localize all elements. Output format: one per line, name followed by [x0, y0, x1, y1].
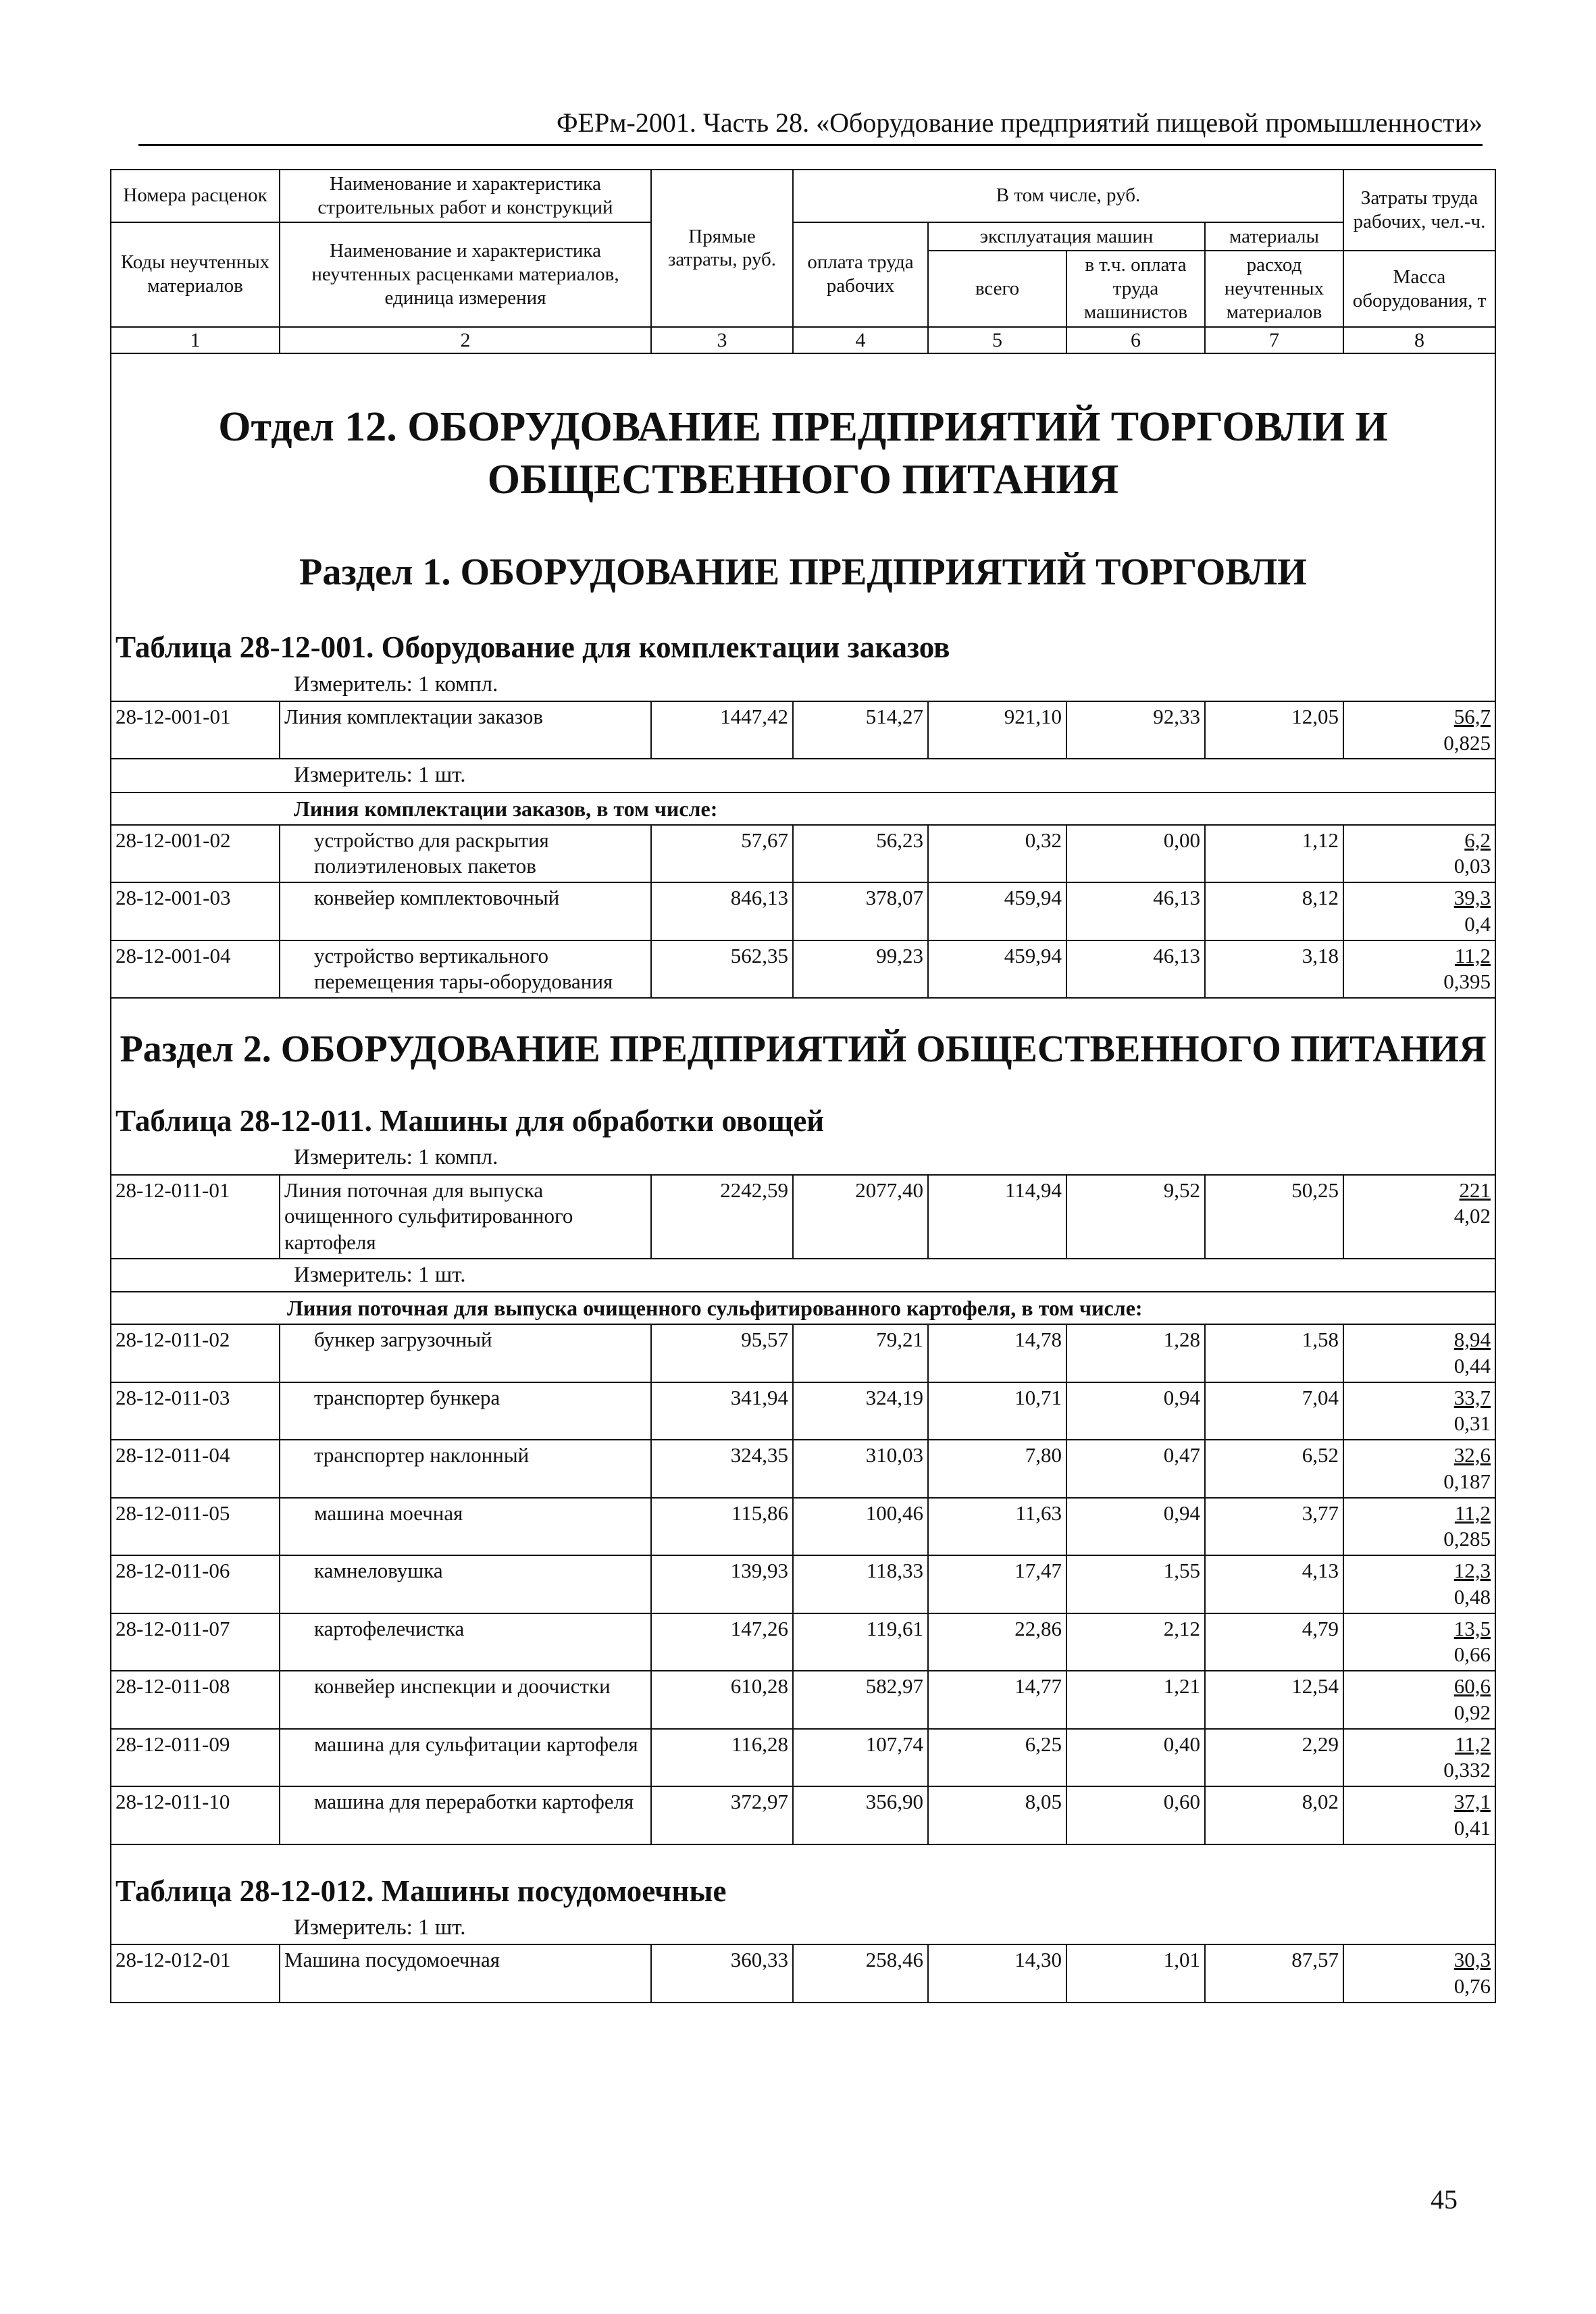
- work-name: конвейер комплектовочный: [280, 882, 651, 940]
- labor-and-mass: [1343, 1555, 1495, 1613]
- labor-and-mass: [1343, 1729, 1495, 1787]
- machines-total: 0,32: [928, 825, 1066, 883]
- razdel2-title: Раздел 2. ОБОРУДОВАНИЕ ПРЕДПРИЯТИЙ ОБЩЕСТВЕННОГО ПИТАНИЯ: [111, 998, 1495, 1075]
- labor-and-mass: [1343, 882, 1495, 940]
- machines-total: 11,63: [928, 1498, 1066, 1556]
- table012-title: Таблица 28-12-012. Машины посудомоечные: [111, 1844, 1495, 1912]
- machinist-pay: 0,40: [1066, 1729, 1205, 1787]
- direct-costs: 57,67: [651, 825, 793, 883]
- labor-pay: 258,46: [793, 1944, 928, 2003]
- labor-and-mass: [1343, 1786, 1495, 1844]
- page-number: 45: [1431, 2184, 1458, 2215]
- running-header: ФЕРм-2001. Часть 28. «Оборудование предприятий пищевой промышленности»: [138, 107, 1483, 146]
- work-name: конвейер инспекции и доочистки: [280, 1671, 651, 1729]
- equipment-mass: 0,66: [1453, 1642, 1491, 1667]
- equipment-mass: 0,92: [1453, 1700, 1491, 1724]
- work-name: картофелечистка: [280, 1613, 651, 1671]
- labor-and-mass: [1343, 1175, 1495, 1259]
- rate-code: 28-12-011-07: [111, 1613, 280, 1671]
- rate-code: 28-12-011-02: [111, 1324, 280, 1382]
- measure-label: Измеритель: 1 компл.: [111, 1142, 1495, 1174]
- direct-costs: 372,97: [651, 1786, 793, 1844]
- labor-pay: 99,23: [793, 940, 928, 999]
- labor-and-mass: [1343, 825, 1495, 883]
- column-number: 8: [1343, 327, 1495, 354]
- rate-code: 28-12-011-01: [111, 1175, 280, 1259]
- labor-pay: 119,61: [793, 1613, 928, 1671]
- labor-and-mass: [1343, 1944, 1495, 2003]
- materials-cost: 4,79: [1205, 1613, 1343, 1671]
- direct-costs: 846,13: [651, 882, 793, 940]
- table-row: [111, 882, 1495, 940]
- equipment-mass: 0,395: [1443, 970, 1491, 994]
- rate-code: 28-12-001-01: [111, 701, 280, 759]
- column-number: 2: [280, 327, 651, 354]
- column-numbers-row: [111, 327, 1495, 354]
- rate-code: 28-12-012-01: [111, 1944, 280, 2003]
- machinist-pay: 0,00: [1066, 825, 1205, 883]
- labor-pay: 378,07: [793, 882, 928, 940]
- direct-costs: 115,86: [651, 1498, 793, 1556]
- direct-costs: 116,28: [651, 1729, 793, 1787]
- direct-costs: 2242,59: [651, 1175, 793, 1259]
- labor-hours: 60,6: [1453, 1674, 1491, 1699]
- labor-pay: 356,90: [793, 1786, 928, 1844]
- col4-header: оплата труда рабочих: [793, 222, 928, 327]
- materials-cost: 1,12: [1205, 825, 1343, 883]
- rate-code: 28-12-001-03: [111, 882, 280, 940]
- equipment-mass: 0,187: [1443, 1469, 1491, 1493]
- labor-hours: 8,94: [1453, 1328, 1491, 1352]
- labor-and-mass: [1343, 1440, 1495, 1498]
- labor-and-mass: [1343, 1613, 1495, 1671]
- table-row: [111, 1729, 1495, 1787]
- direct-costs: 95,57: [651, 1324, 793, 1382]
- rate-code: 28-12-011-04: [111, 1440, 280, 1498]
- col7-header: расход неучтенных материалов: [1205, 251, 1343, 326]
- column-number: 6: [1066, 327, 1205, 354]
- work-name: устройство для раскрытия полиэтиленовых пакетов: [280, 825, 651, 883]
- labor-pay: 2077,40: [793, 1175, 928, 1259]
- table-row: [111, 1382, 1495, 1440]
- col6-header: в т.ч. оплата труда машинистов: [1066, 251, 1205, 326]
- equipment-mass: 4,02: [1453, 1204, 1491, 1228]
- rate-code: 28-12-011-06: [111, 1555, 280, 1613]
- equipment-mass: 0,41: [1453, 1815, 1491, 1840]
- equipment-mass: 0,44: [1453, 1353, 1491, 1378]
- materials-cost: 8,12: [1205, 882, 1343, 940]
- labor-pay: 100,46: [793, 1498, 928, 1556]
- labor-and-mass: [1343, 1671, 1495, 1729]
- machinist-pay: 1,55: [1066, 1555, 1205, 1613]
- table-row: [111, 1440, 1495, 1498]
- machines-total: 921,10: [928, 701, 1066, 759]
- machinist-pay: 0,94: [1066, 1382, 1205, 1440]
- rate-code: 28-12-001-02: [111, 825, 280, 883]
- equipment-mass: 0,76: [1453, 1973, 1491, 1998]
- header-row-1: [111, 170, 1495, 222]
- price-table: [110, 169, 1496, 2003]
- labor-hours: 30,3: [1453, 1948, 1491, 1972]
- labor-pay: 582,97: [793, 1671, 928, 1729]
- machinist-pay: 2,12: [1066, 1613, 1205, 1671]
- labor-pay: 324,19: [793, 1382, 928, 1440]
- labor-hours: 39,3: [1453, 886, 1491, 910]
- machines-total: 7,80: [928, 1440, 1066, 1498]
- labor-hours: 12,3: [1453, 1559, 1491, 1583]
- materials-cost: 3,18: [1205, 940, 1343, 999]
- materials-header: материалы: [1205, 222, 1343, 251]
- direct-costs: 360,33: [651, 1944, 793, 2003]
- work-name: транспортер наклонный: [280, 1440, 651, 1498]
- machines-total: 14,77: [928, 1671, 1066, 1729]
- machines-total: 8,05: [928, 1786, 1066, 1844]
- direct-costs: 139,93: [651, 1555, 793, 1613]
- work-name: Линия поточная для выпуска очищенного сульфитированного картофеля: [280, 1175, 651, 1259]
- materials-cost: 12,05: [1205, 701, 1343, 759]
- labor-and-mass: [1343, 1324, 1495, 1382]
- table-row: [111, 1324, 1495, 1382]
- direct-costs: 324,35: [651, 1440, 793, 1498]
- labor-hours: 221: [1459, 1178, 1491, 1202]
- machines-total: 10,71: [928, 1382, 1066, 1440]
- direct-costs: 341,94: [651, 1382, 793, 1440]
- machinist-pay: 46,13: [1066, 882, 1205, 940]
- equipment-mass: 0,48: [1453, 1584, 1491, 1609]
- rate-code: 28-12-011-05: [111, 1498, 280, 1556]
- rate-code: 28-12-011-10: [111, 1786, 280, 1844]
- labor-hours: 32,6: [1453, 1443, 1491, 1467]
- machinist-pay: 1,01: [1066, 1944, 1205, 2003]
- direct-costs: 562,35: [651, 940, 793, 999]
- labor-hours: 33,7: [1453, 1385, 1491, 1409]
- column-number: 5: [928, 327, 1066, 354]
- equipment-mass: 0,285: [1443, 1527, 1491, 1551]
- table001-title: Таблица 28-12-001. Оборудование для комплектации заказов: [111, 598, 1495, 668]
- work-name: машина для сульфитации картофеля: [280, 1729, 651, 1787]
- col8-bottom-header: Масса оборудования, т: [1343, 251, 1495, 326]
- machinist-pay: 1,21: [1066, 1671, 1205, 1729]
- machines-total: 14,30: [928, 1944, 1066, 2003]
- machines-total: 459,94: [928, 940, 1066, 999]
- labor-hours: 37,1: [1453, 1790, 1491, 1814]
- labor-pay: 118,33: [793, 1555, 928, 1613]
- machinist-pay: 0,47: [1066, 1440, 1205, 1498]
- table-row: [111, 1613, 1495, 1671]
- labor-pay: 310,03: [793, 1440, 928, 1498]
- rate-code: 28-12-011-09: [111, 1729, 280, 1787]
- column-number: 7: [1205, 327, 1343, 354]
- col3-header: Прямые затраты, руб.: [651, 170, 793, 327]
- otdel-title: Отдел 12. ОБОРУДОВАНИЕ ПРЕДПРИЯТИЙ ТОРГОВЛИ И ОБЩЕСТВЕННОГО ПИТАНИЯ: [111, 353, 1495, 508]
- labor-hours: 6,2: [1464, 828, 1491, 852]
- rate-code: 28-12-011-08: [111, 1671, 280, 1729]
- razdel1-title: Раздел 1. ОБОРУДОВАНИЕ ПРЕДПРИЯТИЙ ТОРГОВЛИ: [111, 508, 1495, 598]
- work-name: Линия комплектации заказов: [280, 701, 651, 759]
- measure-label: Измеритель: 1 шт.: [111, 1259, 1495, 1292]
- col8-top-header: Затраты труда рабочих, чел.-ч.: [1343, 170, 1495, 251]
- machines-total: 459,94: [928, 882, 1066, 940]
- table-row: [111, 1944, 1495, 2003]
- machinist-pay: 46,13: [1066, 940, 1205, 999]
- materials-cost: 50,25: [1205, 1175, 1343, 1259]
- labor-hours: 56,7: [1453, 704, 1491, 728]
- machines-total: 17,47: [928, 1555, 1066, 1613]
- materials-cost: 3,77: [1205, 1498, 1343, 1556]
- measure-label: Измеритель: 1 шт.: [111, 759, 1495, 792]
- labor-and-mass: [1343, 1382, 1495, 1440]
- subgroup-header: Линия поточная для выпуска очищенного сульфитированного картофеля, в том числе:: [111, 1292, 1495, 1324]
- col2-top-header: Наименование и характеристика строительных работ и конструкций: [280, 170, 651, 222]
- materials-cost: 2,29: [1205, 1729, 1343, 1787]
- labor-pay: 56,23: [793, 825, 928, 883]
- materials-cost: 1,58: [1205, 1324, 1343, 1382]
- machines-total: 14,78: [928, 1324, 1066, 1382]
- equipment-mass: 0,825: [1443, 730, 1491, 755]
- table011-title: Таблица 28-12-011. Машины для обработки овощей: [111, 1075, 1495, 1142]
- table-row: [111, 1175, 1495, 1259]
- column-number: 1: [111, 327, 280, 354]
- table-row: [111, 1555, 1495, 1613]
- measure-label: Измеритель: 1 шт.: [111, 1912, 1495, 1944]
- labor-and-mass: [1343, 940, 1495, 999]
- col2-bottom-header: Наименование и характеристика неучтенных расценками материалов, единица измерения: [280, 222, 651, 327]
- work-name: камнеловушка: [280, 1555, 651, 1613]
- rate-code: 28-12-001-04: [111, 940, 280, 999]
- materials-cost: 7,04: [1205, 1382, 1343, 1440]
- machinist-pay: 92,33: [1066, 701, 1205, 759]
- table-row: [111, 701, 1495, 759]
- labor-pay: 107,74: [793, 1729, 928, 1787]
- column-number: 3: [651, 327, 793, 354]
- materials-cost: 12,54: [1205, 1671, 1343, 1729]
- labor-and-mass: [1343, 701, 1495, 759]
- work-name: машина для переработки картофеля: [280, 1786, 651, 1844]
- materials-cost: 87,57: [1205, 1944, 1343, 2003]
- materials-cost: 8,02: [1205, 1786, 1343, 1844]
- table-row: [111, 1786, 1495, 1844]
- subgroup-header: Линия комплектации заказов, в том числе:: [111, 793, 1495, 825]
- machinist-pay: 1,28: [1066, 1324, 1205, 1382]
- col5-header: всего: [928, 251, 1066, 326]
- labor-pay: 79,21: [793, 1324, 928, 1382]
- equipment-mass: 0,31: [1453, 1411, 1491, 1436]
- labor-hours: 11,2: [1454, 1732, 1491, 1756]
- table-row: [111, 1498, 1495, 1556]
- rate-code: 28-12-011-03: [111, 1382, 280, 1440]
- table-row: [111, 825, 1495, 883]
- labor-hours: 11,2: [1454, 943, 1491, 967]
- machines-total: 22,86: [928, 1613, 1066, 1671]
- direct-costs: 147,26: [651, 1613, 793, 1671]
- work-name: устройство вертикального перемещения тары-оборудования: [280, 940, 651, 999]
- machinist-pay: 0,60: [1066, 1786, 1205, 1844]
- equipment-mass: 0,03: [1453, 854, 1491, 878]
- labor-hours: 11,2: [1454, 1501, 1491, 1525]
- machines-header: эксплуатация машин: [928, 222, 1205, 251]
- materials-cost: 4,13: [1205, 1555, 1343, 1613]
- col1-bottom-header: Коды неучтенных материалов: [111, 222, 280, 327]
- group-header: В том числе, руб.: [793, 170, 1343, 222]
- labor-hours: 13,5: [1453, 1616, 1491, 1640]
- labor-and-mass: [1343, 1498, 1495, 1556]
- direct-costs: 610,28: [651, 1671, 793, 1729]
- machinist-pay: 9,52: [1066, 1175, 1205, 1259]
- direct-costs: 1447,42: [651, 701, 793, 759]
- machinist-pay: 0,94: [1066, 1498, 1205, 1556]
- table-row: [111, 940, 1495, 999]
- equipment-mass: 0,332: [1443, 1758, 1491, 1782]
- machines-total: 6,25: [928, 1729, 1066, 1787]
- table-row: [111, 1671, 1495, 1729]
- work-name: бункер загрузочный: [280, 1324, 651, 1382]
- work-name: транспортер бункера: [280, 1382, 651, 1440]
- equipment-mass: 0,4: [1464, 911, 1491, 936]
- col1-top-header: Номера расценок: [111, 170, 280, 222]
- header-row-2: [111, 222, 1495, 251]
- work-name: машина моечная: [280, 1498, 651, 1556]
- materials-cost: 6,52: [1205, 1440, 1343, 1498]
- machines-total: 114,94: [928, 1175, 1066, 1259]
- measure-label: Измеритель: 1 компл.: [111, 669, 1495, 701]
- column-number: 4: [793, 327, 928, 354]
- labor-pay: 514,27: [793, 701, 928, 759]
- work-name: Машина посудомоечная: [280, 1944, 651, 2003]
